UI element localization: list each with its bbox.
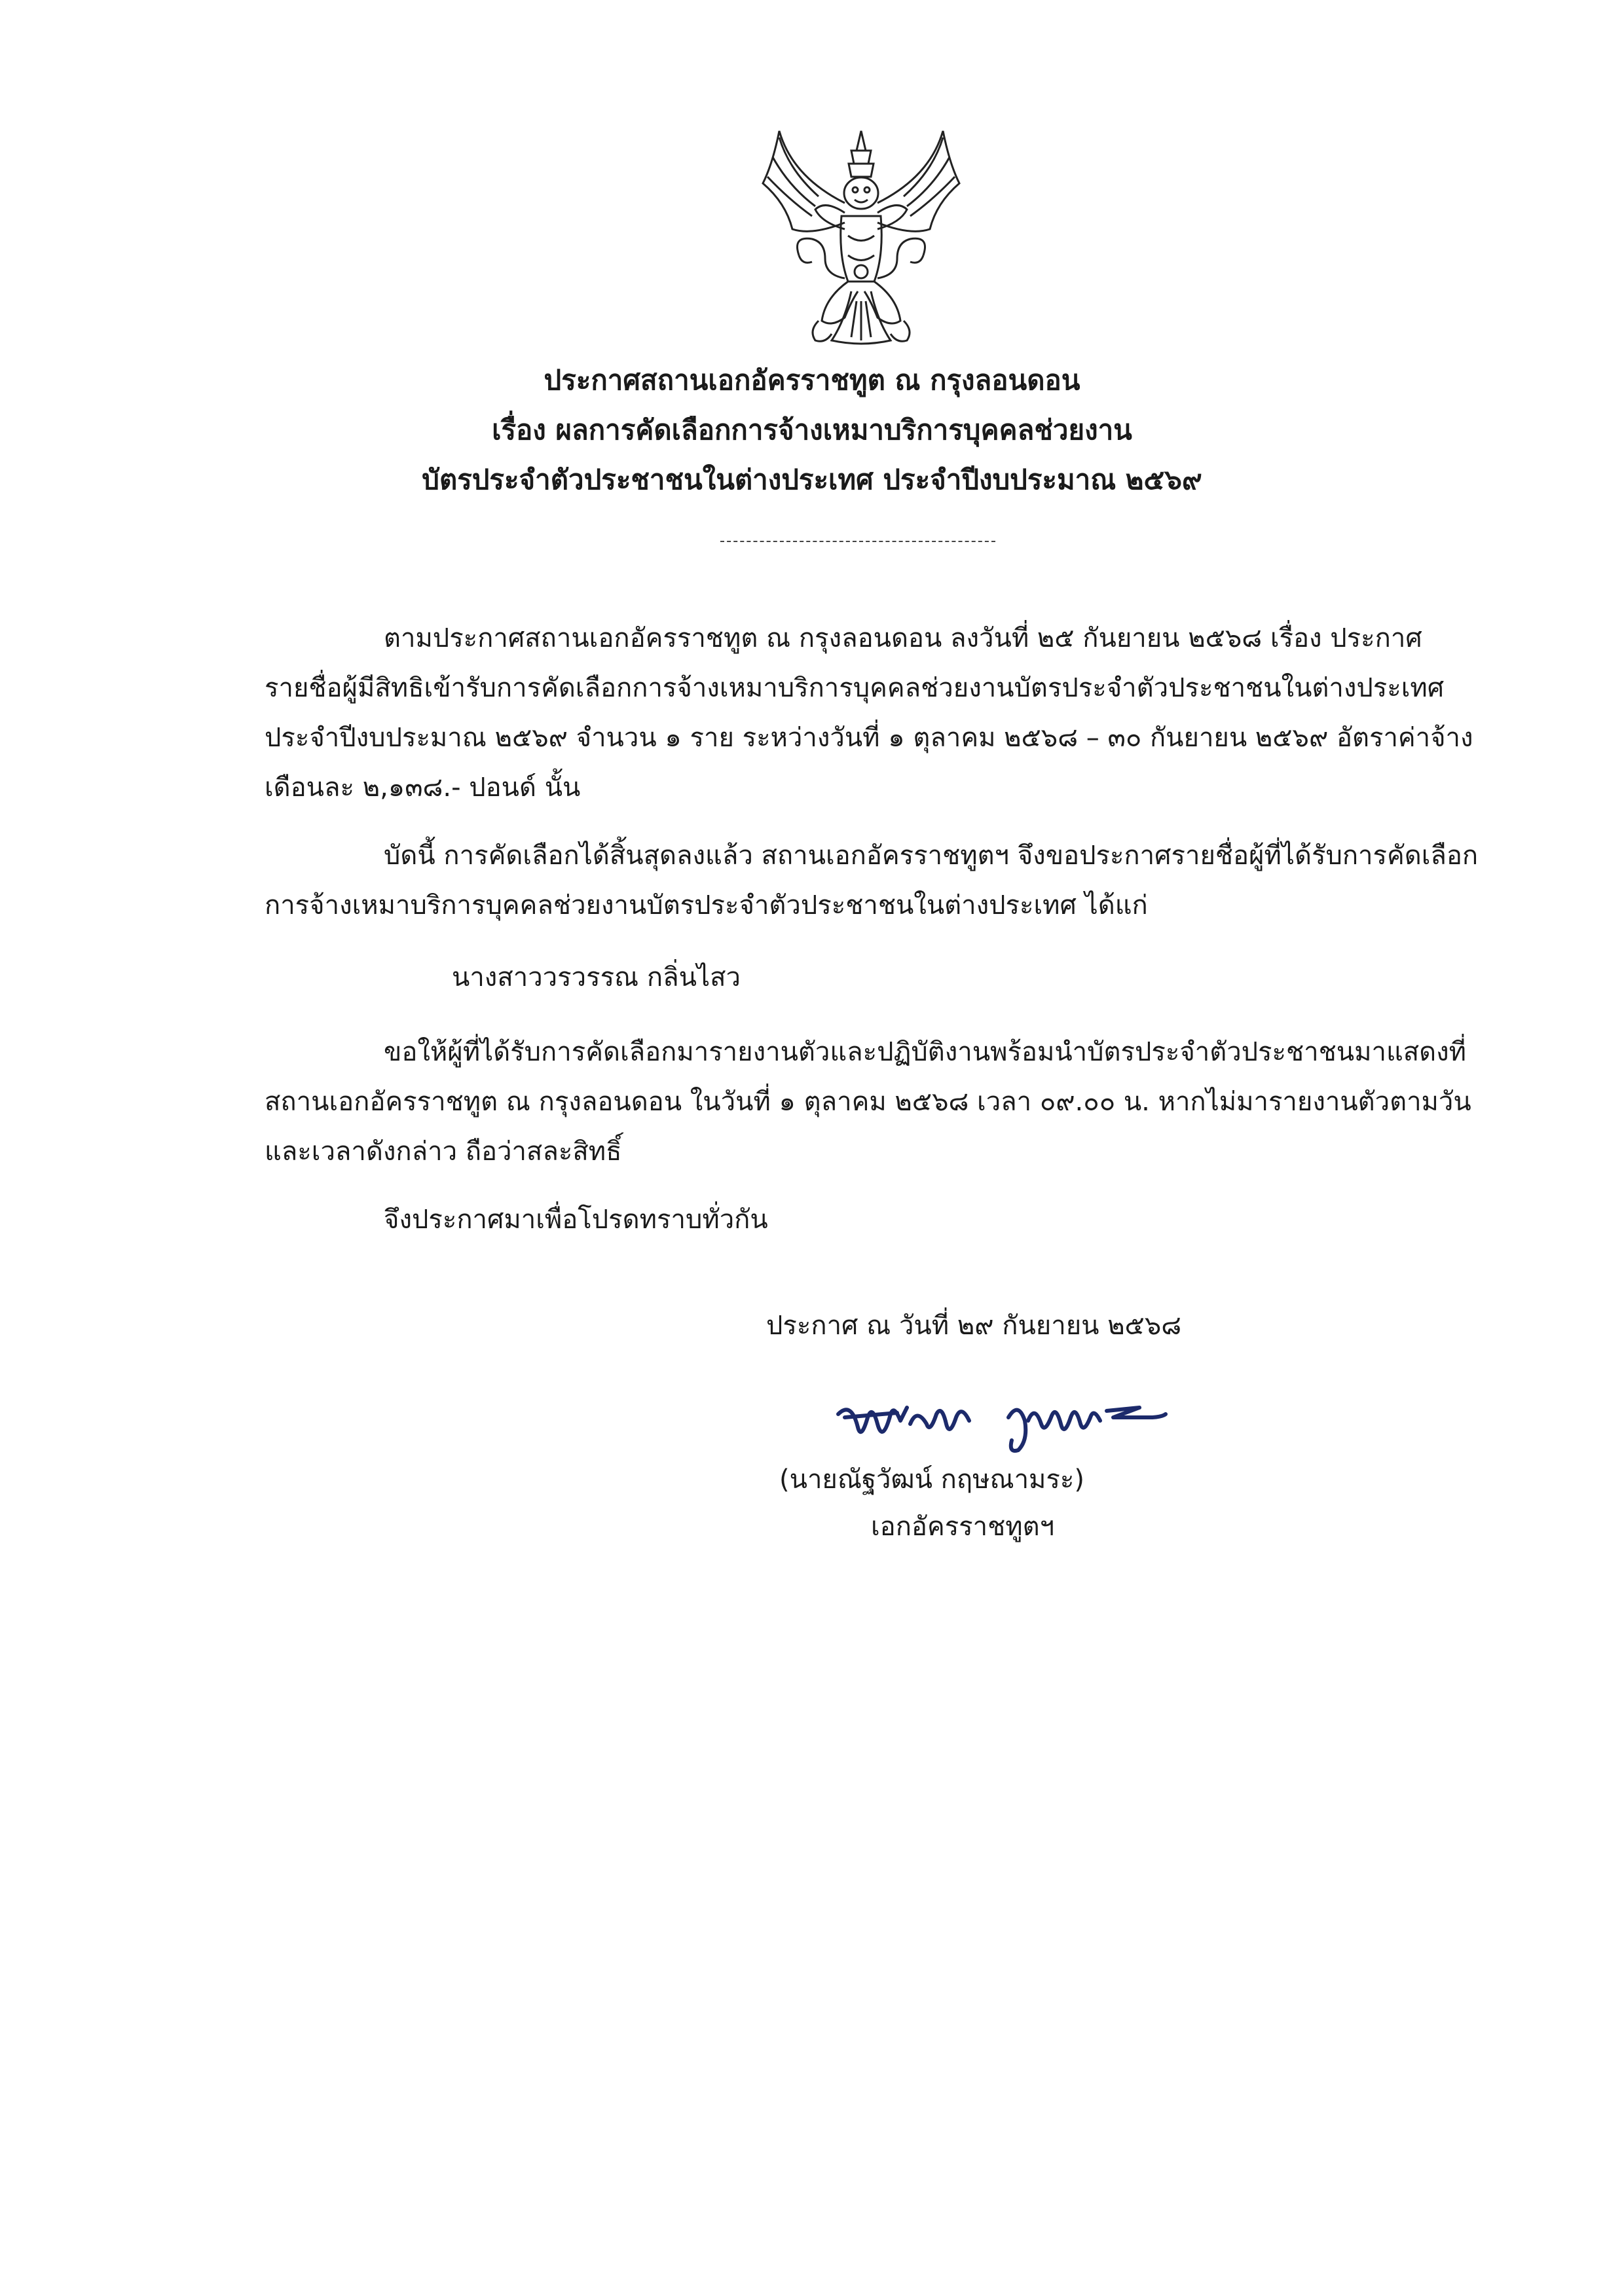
announcement-title: ประกาศสถานเอกอัครราชทูต ณ กรุงลอนดอน bbox=[544, 364, 1080, 396]
paragraph-3-line: และเวลาดังกล่าว ถือว่าสละสิทธิ์ bbox=[265, 1137, 622, 1167]
signer-title: เอกอัครราชทูตฯ bbox=[871, 1512, 1055, 1542]
signature-icon bbox=[832, 1388, 1172, 1467]
divider bbox=[720, 541, 995, 542]
paragraph-1-line: เดือนละ ๒,๑๓๘.- ปอนด์ นั้น bbox=[265, 773, 581, 803]
garuda-emblem-icon bbox=[753, 124, 969, 354]
signer-name: (นายณัฐวัฒน์ กฤษณามระ) bbox=[779, 1465, 1084, 1495]
paragraph-3-line: ขอให้ผู้ที่ได้รับการคัดเลือกมารายงานตัวและปฏิบัติงานพร้อมนำบัตรประจำตัวประชาชนมาแสดงที่ bbox=[384, 1037, 1467, 1067]
paragraph-1-line: ประจำปีงบประมาณ ๒๕๖๙ จำนวน ๑ ราย ระหว่างวันที่ ๑ ตุลาคม ๒๕๖๘ – ๓๐ กันยายน ๒๕๖๙ อัตราค่าจ้าง bbox=[265, 723, 1473, 753]
paragraph-1-line: รายชื่อผู้มีสิทธิเข้ารับการคัดเลือกการจ้างเหมาบริการบุคคลช่วยงานบัตรประจำตัวประชาชนในต่างประเทศ bbox=[265, 673, 1445, 703]
closing-statement: จึงประกาศมาเพื่อโปรดทราบทั่วกัน bbox=[384, 1205, 768, 1235]
announcement-date: ประกาศ ณ วันที่ ๒๙ กันยายน ๒๕๖๘ bbox=[766, 1311, 1182, 1341]
subject-line: เรื่อง ผลการคัดเลือกการจ้างเหมาบริการบุคคลช่วยงาน bbox=[492, 414, 1132, 446]
selected-candidate-name: นางสาววรวรรณ กลิ่นไสว bbox=[452, 962, 741, 993]
paragraph-3-line: สถานเอกอัครราชทูต ณ กรุงลอนดอน ในวันที่ ๑ ตุลาคม ๒๕๖๘ เวลา ๐๙.๐๐ น. หากไม่มารายงานตัวตามวัน bbox=[265, 1087, 1471, 1117]
subject-line-continued: บัตรประจำตัวประชาชนในต่างประเทศ ประจำปีงบประมาณ ๒๕๖๙ bbox=[422, 464, 1202, 496]
paragraph-2-line: การจ้างเหมาบริการบุคคลช่วยงานบัตรประจำตัวประชาชนในต่างประเทศ ได้แก่ bbox=[265, 890, 1148, 920]
paragraph-1-line: ตามประกาศสถานเอกอัครราชทูต ณ กรุงลอนดอน ลงวันที่ ๒๕ กันยายน ๒๕๖๘ เรื่อง ประกาศ bbox=[384, 623, 1422, 653]
paragraph-2-line: บัดนี้ การคัดเลือกได้สิ้นสุดลงแล้ว สถานเอกอัครราชทูตฯ จึงขอประกาศรายชื่อผู้ที่ได้รับการคัดเลือก bbox=[384, 841, 1479, 871]
